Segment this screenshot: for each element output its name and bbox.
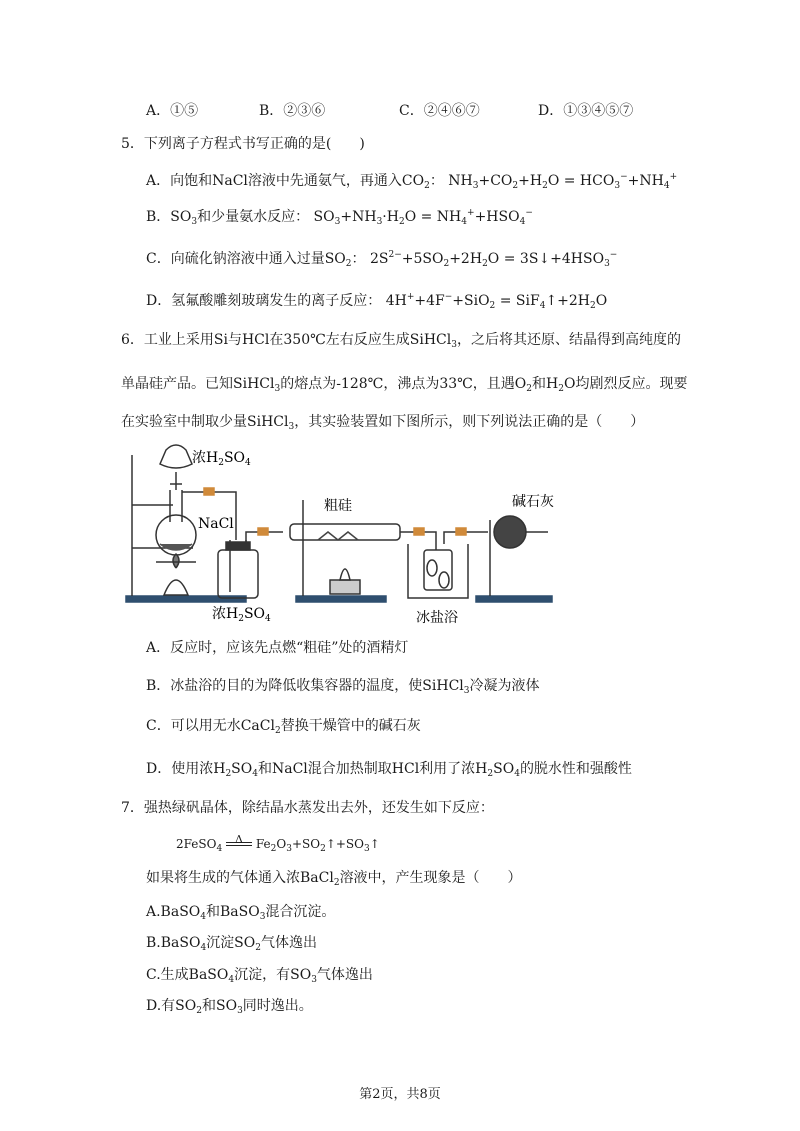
stand-base-1 (126, 596, 246, 602)
q7-option-b: B.BaSO$_4$沉淀$SO_2$气体逸出 (146, 935, 317, 953)
q7-option-a: A.BaSO$_4$和BaSO$_3$混合沉淀。 (146, 904, 336, 922)
q6-stem-line1: 6．工业上采用Si与HCl在350℃左右反应生成SiHCl$_3$，之后将其还原、结晶得到高纯度的 (121, 332, 681, 350)
page-footer: 第2页，共8页 (359, 1087, 441, 1102)
q7-option-c: C.生成BaSO$_4$沉淀，有$SO_3$气体逸出 (146, 967, 373, 985)
q7-option-d: D.有$SO_2$和$SO_3$同时逸出。 (146, 998, 313, 1016)
q4-option-a: A．①⑤ (146, 103, 199, 119)
stand-base-2 (296, 596, 386, 602)
q7-equation: 2FeSO$_4$ Δ $Fe_2O_3+SO_2↑+SO_3↑$ (176, 833, 380, 854)
label-ice-salt-bath: 冰盐浴 (416, 610, 458, 626)
label-nacl: NaCl (198, 516, 234, 532)
drying-tube (494, 516, 526, 548)
q4-option-c: C．②④⑥⑦ (399, 103, 480, 119)
label-conc-h2so4-top: 浓$H_2SO_4$ (192, 450, 251, 468)
q6-stem-line2: 单晶硅产品。已知SiHCl$_3$的熔点为-128℃，沸点为33℃，且遇$O_2$和$H_2O$均剧烈反应。现要 (121, 376, 688, 394)
q6-option-b: B．冰盐浴的目的为降低收集容器的温度，使SiHCl$_3$冷凝为液体 (146, 678, 540, 696)
q5-option-c: C．向硫化钠溶液中通入过量$SO_2$： $2S^{2-}+5SO_2+2H_2O$ = $3S↓+4HSO_3^-$ (146, 250, 618, 269)
wash-bottle (218, 550, 258, 598)
q7-question: 如果将生成的气体通入浓BaCl$_2$溶液中，产生现象是（ ） (146, 870, 522, 888)
separatory-funnel (160, 445, 192, 468)
q7-stem: 7．强热绿矾晶体，除结晶水蒸发出去外，还发生如下反应： (121, 800, 494, 816)
q6-option-c: C．可以用无水CaCl$_2$替换干燥管中的碱石灰 (146, 718, 421, 736)
reaction-tube (290, 524, 400, 540)
q5-option-a: A．向饱和NaCl溶液中先通氨气，再通入$CO_2$： $NH_3+CO_2+H_2O = HCO_3^-+NH_4^+$ (146, 172, 678, 191)
q4-option-b: B．②③⑥ (259, 103, 326, 119)
label-soda-lime: 碱石灰 (512, 494, 554, 510)
q5-stem: 5．下列离子方程式书写正确的是( ) (121, 136, 365, 152)
alcohol-lamp-2 (330, 580, 360, 594)
q5-option-b: B．$SO_3$和少量氨水反应： $SO_3+NH_3\cdot H_2O = NH_4^++HSO_4^-$ (146, 208, 533, 227)
stand-base-3 (476, 596, 552, 602)
q5-option-d: D．氢氟酸雕刻玻璃发生的离子反应： $4H^++4F^-+SiO_2 = SiF_4↑+2H_2O$ (146, 292, 608, 311)
q4-option-d: D．①③④⑤⑦ (538, 103, 634, 119)
alcohol-lamp-1 (164, 580, 188, 595)
label-crude-si: 粗硅 (324, 498, 352, 514)
q6-stem-line3: 在实验室中制取少量SiHCl$_3$，其实验装置如下图所示，则下列说法正确的是（ ） (121, 414, 645, 432)
apparatus-diagram (118, 440, 563, 630)
label-conc-h2so4-bottom: 浓$H_2SO_4$ (212, 606, 271, 624)
q6-option-d: D．使用浓$H_2SO_4$和NaCl混合加热制取HCl利用了浓$H_2SO_4$的脱水性和强酸性 (146, 761, 632, 779)
q6-option-a: A．反应时，应该先点燃“粗硅”处的酒精灯 (146, 640, 409, 656)
